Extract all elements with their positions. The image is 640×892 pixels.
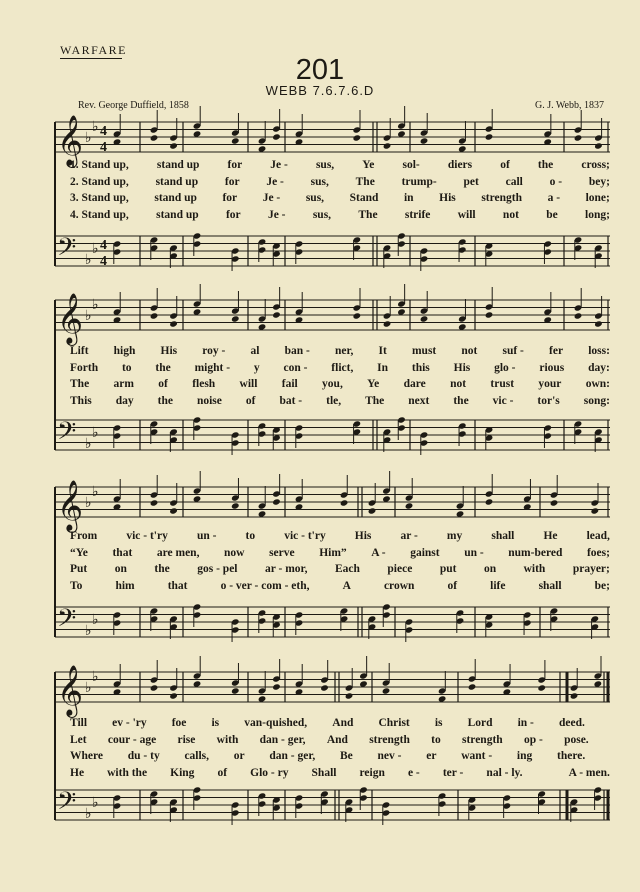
lyric-syllable: sus, bbox=[312, 208, 332, 221]
lyric-syllable: It bbox=[378, 345, 387, 357]
lyric-syllable: The bbox=[365, 394, 385, 407]
lyric-syllable: noise bbox=[196, 394, 222, 407]
lyric-syllable: stand up bbox=[154, 192, 197, 204]
lyric-syllable: high bbox=[113, 345, 136, 357]
lyric-syllable: 1. Stand up, bbox=[70, 159, 129, 171]
verse-line bbox=[70, 378, 610, 390]
lyric-syllable: “Ye bbox=[70, 546, 88, 559]
time-signature-top: 4 bbox=[100, 238, 107, 253]
lyric-syllable: roy - bbox=[202, 345, 226, 357]
lyric-syllable: y bbox=[253, 361, 260, 374]
lyric-syllable: to bbox=[431, 733, 441, 746]
lyric-syllable: that bbox=[112, 546, 133, 559]
bass-clef-icon: 𝄢 bbox=[57, 787, 77, 822]
flat-sign: ♭ bbox=[85, 495, 92, 511]
lyric-syllable: with bbox=[523, 563, 546, 575]
composer-credit: G. J. Webb, 1837 bbox=[534, 100, 604, 111]
lyric-syllable: Let bbox=[70, 733, 87, 746]
lyric-syllable: Each bbox=[334, 563, 360, 575]
time-signature-bottom: 4 bbox=[100, 140, 107, 155]
lyric-syllable: His bbox=[160, 345, 178, 357]
lyric-syllable: er bbox=[426, 750, 437, 762]
time-signature-bottom: 4 bbox=[100, 254, 107, 269]
lyric-syllable: reign bbox=[359, 766, 385, 779]
lyric-syllable: long; bbox=[585, 208, 610, 221]
lyric-syllable: the bbox=[157, 394, 173, 407]
lyric-syllable: 3. Stand up, bbox=[70, 192, 129, 204]
lyric-syllable: song: bbox=[583, 394, 610, 407]
lyric-syllable: of bbox=[500, 159, 510, 171]
lyric-syllable: stand up bbox=[156, 159, 200, 171]
lyric-syllable: vic - t'ry bbox=[284, 530, 326, 542]
lyric-syllable: a - bbox=[547, 192, 561, 204]
lyric-syllable: want - bbox=[461, 750, 493, 762]
lyric-syllable: glo - bbox=[494, 361, 516, 374]
lyric-syllable: The bbox=[355, 175, 375, 188]
note-head bbox=[570, 692, 579, 699]
lyric-syllable: trust bbox=[490, 378, 515, 390]
lyric-syllable: prayer; bbox=[572, 563, 610, 575]
lyric-syllable: lead, bbox=[586, 530, 610, 542]
lyric-syllable: of bbox=[158, 378, 168, 390]
lyric-syllable: Glo - ry bbox=[250, 766, 289, 779]
lyric-syllable: pet bbox=[463, 175, 479, 188]
lyric-syllable: To bbox=[70, 579, 83, 592]
note-head bbox=[150, 312, 159, 319]
lyric-syllable: sus, bbox=[310, 175, 329, 188]
note-head bbox=[594, 142, 603, 149]
lyric-syllable: crown bbox=[383, 579, 415, 592]
lyric-syllable: own: bbox=[585, 378, 610, 390]
lyric-syllable: gainst bbox=[410, 546, 440, 559]
lyric-syllable: cour - age bbox=[107, 733, 157, 746]
lyric-syllable: are men, bbox=[156, 546, 200, 559]
note-head bbox=[537, 684, 546, 691]
note-head bbox=[368, 507, 377, 514]
lyric-syllable: Lift bbox=[70, 345, 89, 357]
lyric-syllable: num-bered bbox=[508, 546, 563, 559]
lyric-syllable: And bbox=[326, 733, 348, 746]
lyric-syllable: deed. bbox=[558, 717, 585, 729]
lyric-syllable: must bbox=[411, 345, 437, 357]
lyric-syllable: vic - bbox=[492, 394, 514, 407]
note-head bbox=[591, 507, 600, 514]
note-head bbox=[485, 498, 494, 505]
lyric-syllable: that bbox=[167, 579, 188, 592]
lyric-syllable: Be bbox=[340, 750, 353, 762]
note-head bbox=[383, 142, 392, 149]
lyric-syllable: sus, bbox=[305, 192, 325, 204]
lyric-syllable: on bbox=[114, 563, 127, 575]
lyric-syllable: fer bbox=[549, 345, 564, 357]
lyric-syllable: him bbox=[115, 579, 135, 592]
lyric-syllable: o - ver - com - eth, bbox=[220, 579, 310, 592]
lyric-syllable: day: bbox=[588, 361, 610, 374]
lyric-syllable: A bbox=[342, 579, 351, 592]
lyric-syllable: Je - bbox=[262, 192, 281, 204]
lyric-syllable: diers bbox=[447, 159, 473, 171]
note-head bbox=[150, 134, 159, 141]
lyric-syllable: Christ bbox=[378, 717, 410, 729]
lyric-syllable: Him” bbox=[319, 546, 347, 559]
treble-clef-icon: 𝄞 bbox=[57, 480, 84, 531]
lyric-syllable: con - bbox=[283, 361, 308, 374]
lyric-syllable: of bbox=[245, 394, 256, 407]
note-head bbox=[550, 499, 559, 506]
lyric-syllable: He bbox=[543, 530, 558, 542]
note-head bbox=[150, 684, 159, 691]
lyric-syllable: will bbox=[457, 208, 476, 221]
lyric-syllable: rious bbox=[539, 361, 565, 374]
lyric-syllable: He bbox=[70, 766, 85, 779]
note-head bbox=[272, 311, 281, 318]
flat-sign: ♭ bbox=[85, 806, 92, 822]
lyric-syllable: o - bbox=[549, 175, 563, 188]
lyric-syllable: stand up bbox=[155, 175, 199, 188]
bass-clef-icon: 𝄢 bbox=[57, 604, 77, 639]
lyric-syllable: foes; bbox=[586, 546, 610, 559]
flat-sign: ♭ bbox=[92, 119, 99, 135]
lyric-syllable: sus, bbox=[315, 159, 335, 171]
lyric-syllable: ing bbox=[516, 750, 533, 762]
verse-line bbox=[70, 362, 610, 374]
flat-sign: ♭ bbox=[85, 623, 92, 639]
verse-line bbox=[70, 750, 610, 762]
lyric-syllable: In bbox=[377, 361, 389, 374]
note-head bbox=[353, 134, 362, 141]
note-head bbox=[383, 320, 392, 327]
bass-clef-icon: 𝄢 bbox=[57, 417, 77, 452]
note-head bbox=[420, 315, 429, 322]
flat-sign: ♭ bbox=[92, 795, 99, 811]
lyric-syllable: strife bbox=[404, 208, 431, 221]
lyric-syllable: Je - bbox=[267, 208, 286, 221]
lyric-syllable: is bbox=[211, 717, 220, 729]
note-head bbox=[272, 498, 281, 505]
lyric-syllable: for bbox=[222, 192, 238, 204]
lyric-syllable: of bbox=[447, 579, 458, 592]
lyric-syllable: not bbox=[461, 345, 478, 357]
verse-line bbox=[70, 734, 610, 746]
lyric-syllable: with the bbox=[107, 766, 148, 779]
verse-line bbox=[70, 159, 610, 171]
lyric-syllable: Till bbox=[70, 717, 88, 729]
lyric-syllable: 2. Stand up, bbox=[70, 175, 129, 188]
lyric-syllable: arm bbox=[113, 378, 134, 390]
note-head bbox=[150, 499, 159, 506]
lyric-syllable: will bbox=[239, 378, 258, 390]
note-head bbox=[320, 684, 329, 691]
verse-line bbox=[70, 209, 610, 221]
lyric-syllable: dare bbox=[403, 378, 426, 390]
lyric-syllable: shall bbox=[538, 579, 562, 592]
flat-sign: ♭ bbox=[92, 425, 99, 441]
lyric-syllable: suf - bbox=[502, 345, 524, 357]
lyric-syllable: Ye bbox=[367, 378, 380, 390]
lyric-syllable: ner, bbox=[334, 345, 354, 357]
lyric-syllable: The bbox=[70, 378, 90, 390]
lyric-syllable: the bbox=[453, 394, 469, 407]
lyric-syllable: loss: bbox=[588, 345, 610, 357]
lyric-syllable: for bbox=[227, 159, 243, 171]
lyric-syllable: nal - ly. bbox=[486, 766, 523, 779]
lyric-syllable: tle, bbox=[326, 394, 342, 407]
lyric-syllable: strength bbox=[481, 192, 522, 204]
verse-line bbox=[70, 345, 610, 357]
lyric-syllable: put bbox=[439, 563, 457, 575]
lyric-syllable: call bbox=[505, 175, 523, 188]
note-head bbox=[169, 142, 178, 149]
lyric-syllable: Stand bbox=[349, 192, 379, 204]
flat-sign: ♭ bbox=[92, 612, 99, 628]
lyric-syllable: Ye bbox=[362, 159, 375, 171]
note-head bbox=[485, 133, 494, 140]
lyric-syllable: His bbox=[354, 530, 372, 542]
lyric-syllable: flesh bbox=[192, 378, 216, 390]
note-head bbox=[594, 320, 603, 327]
lyric-syllable: e - bbox=[407, 766, 420, 779]
lyric-syllable: ar - bbox=[400, 530, 418, 542]
lyric-syllable: pose. bbox=[564, 733, 589, 746]
flat-sign: ♭ bbox=[85, 436, 92, 452]
note-head bbox=[485, 311, 494, 318]
lyric-syllable: sol- bbox=[402, 159, 420, 171]
lyric-syllable: serve bbox=[269, 546, 295, 559]
lyric-syllable: day bbox=[115, 394, 134, 407]
lyric-syllable: might - bbox=[194, 361, 231, 374]
lyric-syllable: for bbox=[225, 208, 241, 221]
lyric-syllable: not bbox=[450, 378, 467, 390]
lyric-syllable: du - ty bbox=[127, 750, 160, 762]
note-head bbox=[272, 683, 281, 690]
verse-line bbox=[70, 547, 610, 559]
lyric-syllable: dan - ger, bbox=[269, 750, 316, 762]
lyric-syllable: there. bbox=[557, 750, 586, 762]
lyric-syllable: op - bbox=[523, 733, 543, 746]
note-head bbox=[468, 683, 477, 690]
flat-sign: ♭ bbox=[92, 241, 99, 257]
lyric-syllable: ev - 'ry bbox=[112, 717, 147, 729]
lyric-syllable: This bbox=[70, 394, 92, 407]
verse-line bbox=[70, 530, 610, 542]
lyric-syllable: un - bbox=[464, 546, 484, 559]
note-head bbox=[353, 312, 362, 319]
lyric-syllable: tor's bbox=[537, 394, 560, 407]
lyric-syllable: next bbox=[408, 394, 430, 407]
lyric-syllable: is bbox=[434, 717, 443, 729]
lyric-syllable: ter - bbox=[442, 766, 464, 779]
lyric-syllable: ban - bbox=[284, 345, 310, 357]
note-head bbox=[420, 137, 429, 144]
lyric-syllable: the bbox=[154, 563, 170, 575]
lyric-syllable: the bbox=[155, 361, 171, 374]
bass-clef-icon: 𝄢 bbox=[57, 233, 77, 268]
lyric-syllable: strength bbox=[462, 733, 503, 746]
verse-line bbox=[70, 767, 610, 779]
lyric-syllable: The bbox=[358, 208, 378, 221]
note-head bbox=[169, 320, 178, 327]
note-head bbox=[345, 692, 354, 699]
lyric-syllable: Je - bbox=[266, 175, 284, 188]
lyric-syllable: or bbox=[233, 750, 245, 762]
flat-sign: ♭ bbox=[92, 484, 99, 500]
lyric-syllable: From bbox=[70, 530, 98, 542]
lyric-syllable: Shall bbox=[311, 766, 337, 779]
lyric-syllable: ar - mor, bbox=[265, 563, 308, 575]
lyric-syllable: be bbox=[546, 208, 558, 221]
lyric-syllable: Je - bbox=[270, 159, 288, 171]
lyric-syllable: in bbox=[403, 192, 414, 204]
lyric-syllable: be; bbox=[594, 579, 610, 592]
flat-sign: ♭ bbox=[92, 297, 99, 313]
lyric-syllable: vic - t'ry bbox=[126, 530, 168, 542]
lyric-syllable: now bbox=[224, 546, 245, 559]
lyric-syllable: my bbox=[446, 530, 463, 542]
lyric-syllable: un - bbox=[196, 530, 217, 542]
lyric-syllable: with bbox=[216, 733, 239, 746]
lyric-syllable: shall bbox=[491, 530, 515, 542]
lyric-syllable: A - men. bbox=[568, 766, 610, 779]
flat-sign: ♭ bbox=[85, 308, 92, 324]
lyric-syllable: King bbox=[170, 766, 195, 779]
note-head bbox=[169, 692, 178, 699]
verse-line bbox=[70, 580, 610, 592]
verse-line bbox=[70, 717, 610, 729]
lyric-syllable: trump- bbox=[401, 175, 437, 188]
note-head bbox=[405, 502, 414, 509]
lyric-syllable: lone; bbox=[585, 192, 610, 204]
lyric-syllable: for bbox=[224, 175, 240, 188]
lyric-syllable: His bbox=[439, 192, 456, 204]
lyric-syllable: on bbox=[483, 563, 497, 575]
note-head bbox=[272, 133, 281, 140]
lyric-syllable: not bbox=[502, 208, 519, 221]
lyric-syllable: to bbox=[245, 530, 256, 542]
note-head bbox=[340, 499, 349, 506]
note-head bbox=[231, 687, 240, 694]
lyric-syllable: calls, bbox=[184, 750, 210, 762]
lyric-syllable: the bbox=[537, 159, 554, 171]
flat-sign: ♭ bbox=[85, 130, 92, 146]
lyric-syllable: piece bbox=[387, 563, 413, 575]
lyric-syllable: Put bbox=[70, 563, 88, 575]
lyric-syllable: bat - bbox=[279, 394, 303, 407]
note-head bbox=[574, 312, 583, 319]
verse-line bbox=[70, 395, 610, 407]
lyric-syllable: dan - ger, bbox=[259, 733, 306, 746]
lyric-syllable: Lord bbox=[467, 717, 493, 729]
lyric-syllable: flict, bbox=[331, 361, 354, 374]
section-label: WARFARE bbox=[60, 43, 127, 57]
flat-sign: ♭ bbox=[85, 252, 92, 268]
hymn-number: 201 bbox=[295, 54, 345, 86]
tune-name-meter: WEBB 7.6.7.6.D bbox=[265, 83, 375, 98]
lyric-syllable: cross; bbox=[581, 159, 610, 171]
lyric-syllable: Where bbox=[70, 750, 104, 762]
lyric-syllable: rise bbox=[177, 733, 196, 746]
lyric-syllable: strength bbox=[369, 733, 410, 746]
lyric-syllable: your bbox=[538, 378, 562, 390]
lyric-syllable: you, bbox=[322, 378, 343, 390]
note-head bbox=[382, 687, 391, 694]
verse-line bbox=[70, 176, 610, 188]
lyric-syllable: foe bbox=[171, 717, 187, 729]
author-credit: Rev. George Duffield, 1858 bbox=[78, 100, 189, 111]
note-head bbox=[231, 137, 240, 144]
lyric-syllable: life bbox=[490, 579, 506, 592]
lyric-syllable: in - bbox=[517, 717, 534, 729]
verse-line bbox=[70, 563, 610, 575]
treble-clef-icon: 𝄞 bbox=[57, 665, 84, 716]
flat-sign: ♭ bbox=[92, 669, 99, 685]
lyric-syllable: this bbox=[411, 361, 430, 374]
note-head bbox=[574, 134, 583, 141]
lyric-syllable: stand up bbox=[156, 208, 199, 221]
note-head bbox=[169, 507, 178, 514]
treble-clef-icon: 𝄞 bbox=[57, 115, 84, 166]
lyric-syllable: Forth bbox=[70, 361, 99, 374]
note-head bbox=[231, 315, 240, 322]
lyric-syllable: And bbox=[332, 717, 354, 729]
verse-line bbox=[70, 192, 610, 204]
time-signature-top: 4 bbox=[100, 124, 107, 139]
lyric-syllable: A - bbox=[371, 546, 386, 559]
lyric-syllable: fail bbox=[281, 378, 298, 390]
lyric-syllable: to bbox=[121, 361, 132, 374]
lyric-syllable: 4. Stand up, bbox=[70, 208, 129, 221]
lyric-syllable: His bbox=[453, 361, 471, 374]
lyric-syllable: bey; bbox=[588, 175, 610, 188]
note-head bbox=[231, 502, 240, 509]
lyric-syllable: of bbox=[217, 766, 228, 779]
lyric-syllable: gos - pel bbox=[197, 563, 238, 575]
lyric-syllable: nev - bbox=[377, 750, 402, 762]
treble-clef-icon: 𝄞 bbox=[57, 293, 84, 344]
flat-sign: ♭ bbox=[85, 680, 92, 696]
lyric-syllable: van-quished, bbox=[244, 717, 308, 729]
lyric-syllable: al bbox=[250, 345, 260, 357]
